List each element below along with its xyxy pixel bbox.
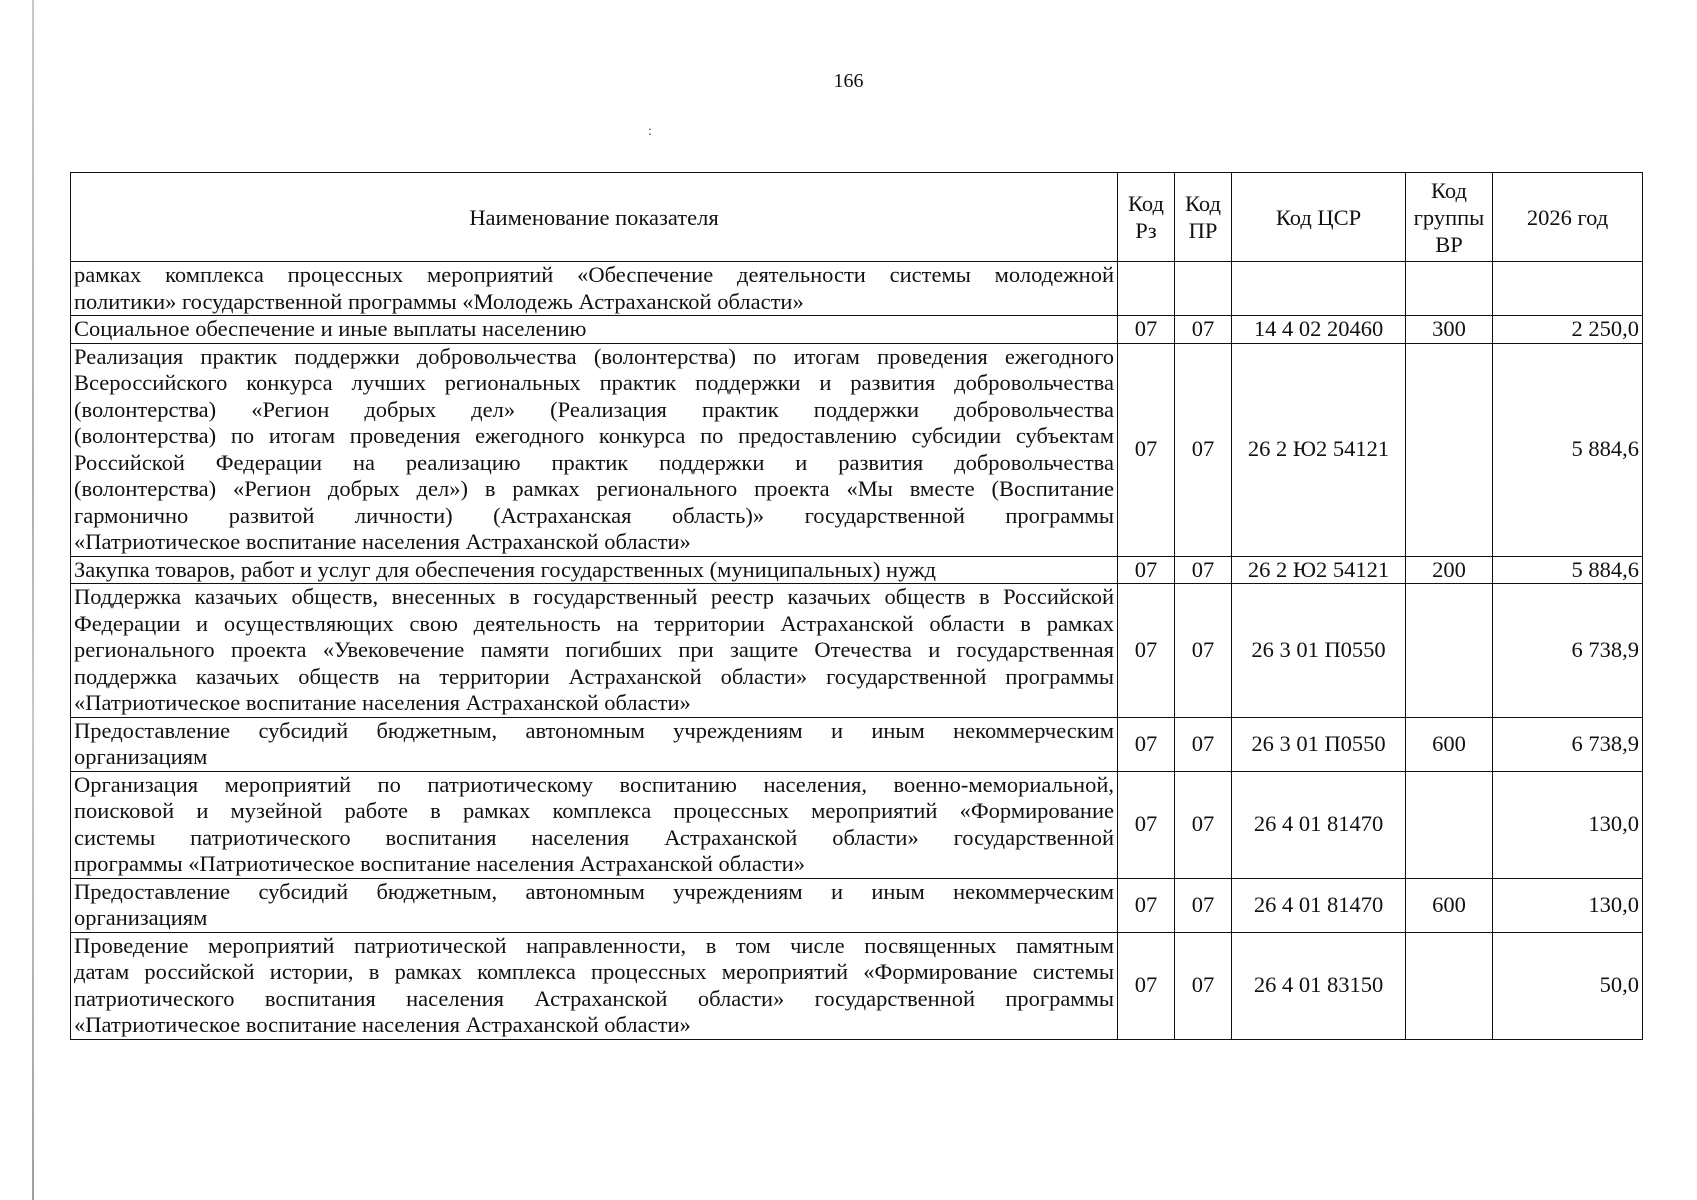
cell-code-vr: 200: [1406, 556, 1493, 584]
indicator-name-line: Предоставление субсидий бюджетным, автономным учреждениям и иным некоммерческим: [74, 878, 1114, 904]
cell-code-csr: [1232, 262, 1406, 316]
table-row: [71, 878, 1643, 932]
cell-code-csr: 26 3 01 П0550: [1232, 584, 1406, 718]
cell-indicator-name: [71, 343, 1118, 556]
cell-indicator-name: [71, 556, 1118, 584]
cell-code-vr: 600: [1406, 717, 1493, 771]
cell-indicator-name: [71, 316, 1118, 344]
indicator-name-line: Организация мероприятий по патриотическому воспитанию населения, военно-мемориальной,: [74, 771, 1114, 797]
scan-speck: :: [648, 124, 652, 139]
column-header-vr: Код группы ВР: [1406, 173, 1493, 262]
indicator-name-line: поисковой и музейной работе в рамках комплекса процессных мероприятий «Формирование: [74, 798, 1114, 823]
indicator-name-line: «Патриотическое воспитание населения Астраханской области»: [74, 1012, 691, 1037]
indicator-name-line: Социальное обеспечение и иные выплаты населению: [74, 316, 587, 341]
indicator-name-line: «Патриотическое воспитание населения Астраханской области»: [74, 529, 691, 554]
cell-code-rz: 07: [1118, 717, 1175, 771]
cell-amount-2026: 5 884,6: [1493, 556, 1643, 584]
indicator-name-line: «Патриотическое воспитание населения Астраханской области»: [74, 690, 691, 715]
cell-amount-2026: 130,0: [1493, 771, 1643, 878]
indicator-name-line: Поддержка казачьих обществ, внесенных в государственный реестр казачьих обществ в Российской: [74, 584, 1114, 609]
table-header-row: [71, 173, 1643, 262]
cell-code-csr: 26 2 Ю2 54121: [1232, 343, 1406, 556]
indicator-name-line: датам российской истории, в рамках комплекса процессных мероприятий «Формирование системы: [74, 959, 1114, 984]
indicator-name-line: системы патриотического воспитания населения Астраханской области» государственной: [74, 824, 1114, 850]
table-row: [71, 316, 1643, 344]
indicator-name-line: организациям: [74, 744, 208, 769]
cell-amount-2026: 6 738,9: [1493, 584, 1643, 718]
indicator-name-line: Закупка товаров, работ и услуг для обеспечения государственных (муниципальных) нужд: [74, 556, 937, 582]
indicator-name-line: патриотического воспитания населения Астраханской области» государственной программы: [74, 985, 1114, 1011]
cell-indicator-name: [71, 262, 1118, 316]
cell-code-pr: 07: [1175, 584, 1232, 718]
indicator-name-line: организациям: [74, 905, 208, 930]
cell-amount-2026: 50,0: [1493, 932, 1643, 1039]
cell-code-pr: 07: [1175, 316, 1232, 344]
cell-code-pr: 07: [1175, 717, 1232, 771]
cell-code-csr: 26 3 01 П0550: [1232, 717, 1406, 771]
cell-code-pr: [1175, 262, 1232, 316]
indicator-name-line: Всероссийского конкурса лучших региональных практик поддержки и развития добровольчества: [74, 370, 1114, 395]
column-header-pr: Код ПР: [1175, 173, 1232, 262]
indicator-name-line: Реализация практик поддержки добровольчества (волонтерства) по итогам проведения ежегодного: [74, 343, 1114, 369]
column-header-year: 2026 год: [1493, 173, 1643, 262]
column-header-csr: Код ЦСР: [1232, 173, 1406, 262]
table-row: [71, 717, 1643, 771]
cell-code-csr: 26 4 01 81470: [1232, 878, 1406, 932]
cell-code-vr: 300: [1406, 316, 1493, 344]
cell-code-vr: [1406, 584, 1493, 718]
cell-indicator-name: [71, 584, 1118, 718]
indicator-name-line: гармонично развитой личности) (Астраханская область)» государственной программы: [74, 502, 1114, 528]
page-number: 166: [833, 70, 864, 92]
budget-table: [70, 172, 1643, 1040]
indicator-name-line: Предоставление субсидий бюджетным, автономным учреждениям и иным некоммерческим: [74, 717, 1114, 743]
cell-code-vr: [1406, 771, 1493, 878]
indicator-name-line: Федерации и осуществляющих свою деятельность на территории Астраханской области в рамках: [74, 610, 1114, 636]
cell-indicator-name: [71, 878, 1118, 932]
cell-amount-2026: 5 884,6: [1493, 343, 1643, 556]
cell-code-csr: 26 2 Ю2 54121: [1232, 556, 1406, 584]
cell-code-rz: 07: [1118, 584, 1175, 718]
cell-amount-2026: 6 738,9: [1493, 717, 1643, 771]
cell-code-rz: [1118, 262, 1175, 316]
table-row: [71, 771, 1643, 878]
cell-indicator-name: [71, 932, 1118, 1039]
cell-indicator-name: [71, 717, 1118, 771]
cell-code-pr: 07: [1175, 556, 1232, 584]
cell-code-vr: [1406, 932, 1493, 1039]
cell-code-pr: 07: [1175, 771, 1232, 878]
cell-code-csr: 26 4 01 81470: [1232, 771, 1406, 878]
table-row: [71, 584, 1643, 718]
indicator-name-line: поддержка казачьих обществ на территории Астраханской области» государственной программы: [74, 663, 1114, 689]
indicator-name-line: программы «Патриотическое воспитание населения Астраханской области»: [74, 851, 805, 876]
cell-amount-2026: 130,0: [1493, 878, 1643, 932]
cell-amount-2026: [1493, 262, 1643, 316]
indicator-name-line: рамках комплекса процессных мероприятий «Обеспечение деятельности системы молодежной: [74, 262, 1114, 287]
cell-code-pr: 07: [1175, 343, 1232, 556]
cell-code-rz: 07: [1118, 316, 1175, 344]
indicator-name-line: (волонтерства) «Регион добрых дел» (Реализация практик поддержки добровольчества: [74, 396, 1114, 422]
cell-code-rz: 07: [1118, 343, 1175, 556]
column-header-name: Наименование показателя: [71, 173, 1118, 262]
cell-code-pr: 07: [1175, 878, 1232, 932]
table-row: [71, 556, 1643, 584]
indicator-name-line: (волонтерства) по итогам проведения ежегодного конкурса по предоставлению субсидии субъектам: [74, 423, 1114, 448]
cell-code-vr: [1406, 262, 1493, 316]
cell-code-rz: 07: [1118, 932, 1175, 1039]
table-row: [71, 343, 1643, 556]
cell-code-vr: [1406, 343, 1493, 556]
table-body: [71, 262, 1643, 1040]
indicator-name-line: Проведение мероприятий патриотической направленности, в том числе посвященных памятным: [74, 932, 1114, 958]
cell-code-vr: 600: [1406, 878, 1493, 932]
table-row: [71, 262, 1643, 316]
cell-code-rz: 07: [1118, 556, 1175, 584]
scan-margin-line: [32, 0, 34, 1200]
indicator-name-line: политики» государственной программы «Молодежь Астраханской области»: [74, 288, 804, 314]
cell-code-csr: 26 4 01 83150: [1232, 932, 1406, 1039]
indicator-name-line: (волонтерства) «Регион добрых дел») в рамках регионального проекта «Мы вместе (Воспитание: [74, 476, 1114, 501]
indicator-name-line: регионального проекта «Увековечение памяти погибших при защите Отечества и государственная: [74, 637, 1114, 662]
table-row: [71, 932, 1643, 1039]
cell-code-csr: 14 4 02 20460: [1232, 316, 1406, 344]
cell-code-rz: 07: [1118, 771, 1175, 878]
cell-code-rz: 07: [1118, 878, 1175, 932]
cell-amount-2026: 2 250,0: [1493, 316, 1643, 344]
cell-indicator-name: [71, 771, 1118, 878]
cell-code-pr: 07: [1175, 932, 1232, 1039]
column-header-rz: Код Рз: [1118, 173, 1175, 262]
indicator-name-line: Российской Федерации на реализацию практик поддержки и развития добровольчества: [74, 449, 1114, 475]
